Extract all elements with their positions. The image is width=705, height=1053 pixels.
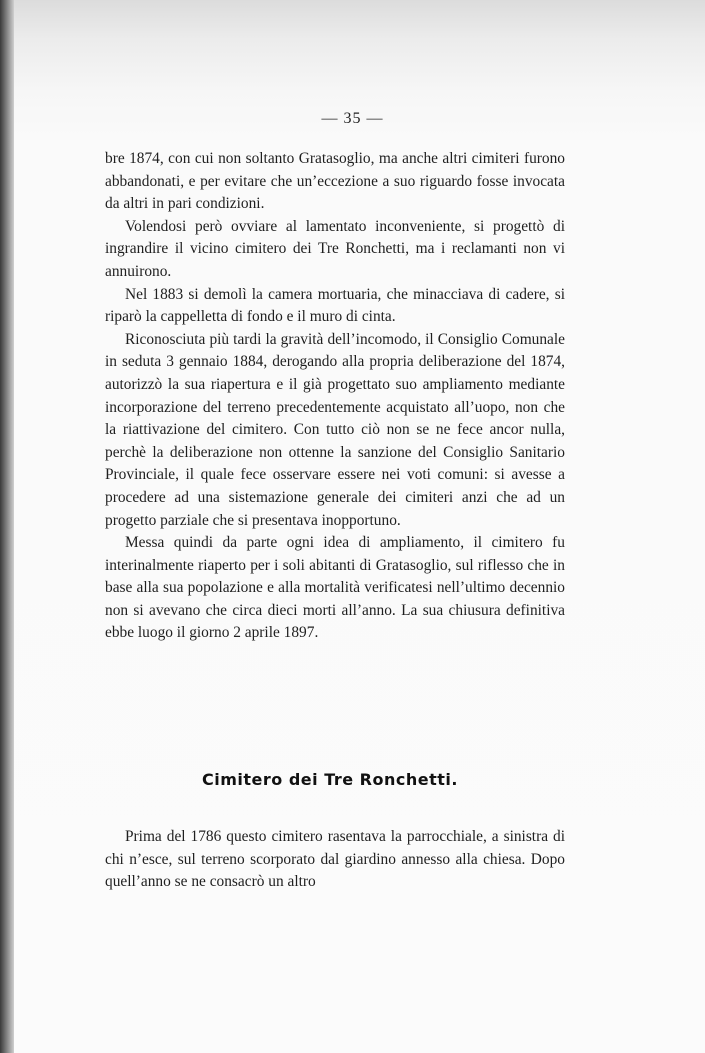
body-text <box>105 148 565 645</box>
section-body-text <box>105 826 565 894</box>
paragraph: Prima del 1786 questo cimitero rasentava la parrocchiale, a sinistra di chi n’esce, sul terreno scorporato dal giardino annesso alla chiesa. Dopo quell’anno se ne consacrò un altro <box>105 828 565 891</box>
paragraph: Volendosi però ovviare al lamentato inconveniente, si progettò di ingrandire il vicino cimitero dei Tre Ronchetti, ma i reclamanti non vi annuirono. <box>105 217 565 280</box>
paragraph: Nel 1883 si demolì la camera mortuaria, che minacciava di cadere, si riparò la cappelletta di fondo e il muro di cinta. <box>105 285 565 326</box>
page-binding-edge <box>0 0 14 1053</box>
page-number: — 35 — <box>321 110 384 127</box>
section-heading: Cimitero dei Tre Ronchetti. <box>202 770 458 789</box>
paragraph: Riconosciuta più tardi la gravità dell’incomodo, il Consiglio Comunale in seduta 3 gennaio 1884, derogando alla propria deliberazione del 1874, autorizzò la sua riapertura e il già progettato suo ampliamento mediante incorporazione del terreno precedentemente acquistato all’uopo, non che la riattivazione del cimitero. Con tutto ciò non se ne fece ancor nulla, perchè la deliberazione non ottenne la sanzione del Consiglio Sanitario Provinciale, il quale fece osservare essere nei voti comuni: si avesse a procedere ad una sistemazione generale dei cimiteri anzi che ad un progetto parziale che si presentava inopportuno. <box>105 330 565 529</box>
paragraph: Messa quindi da parte ogni idea di ampliamento, il cimitero fu interinalmente riaperto per i soli abitanti di Gratasoglio, sul riflesso che in base alla sua popolazione e alla mortalità verificatesi nell’ultimo decennio non si avevano che circa dieci morti all’anno. La sua chiusura definitiva ebbe luogo il giorno 2 aprile 1897. <box>105 534 565 642</box>
paragraph: bre 1874, con cui non soltanto Gratasoglio, ma anche altri cimiteri furono abbandonati, e per evitare che un’eccezione a suo riguardo fosse invocata da altri in pari condizioni. <box>105 150 565 213</box>
